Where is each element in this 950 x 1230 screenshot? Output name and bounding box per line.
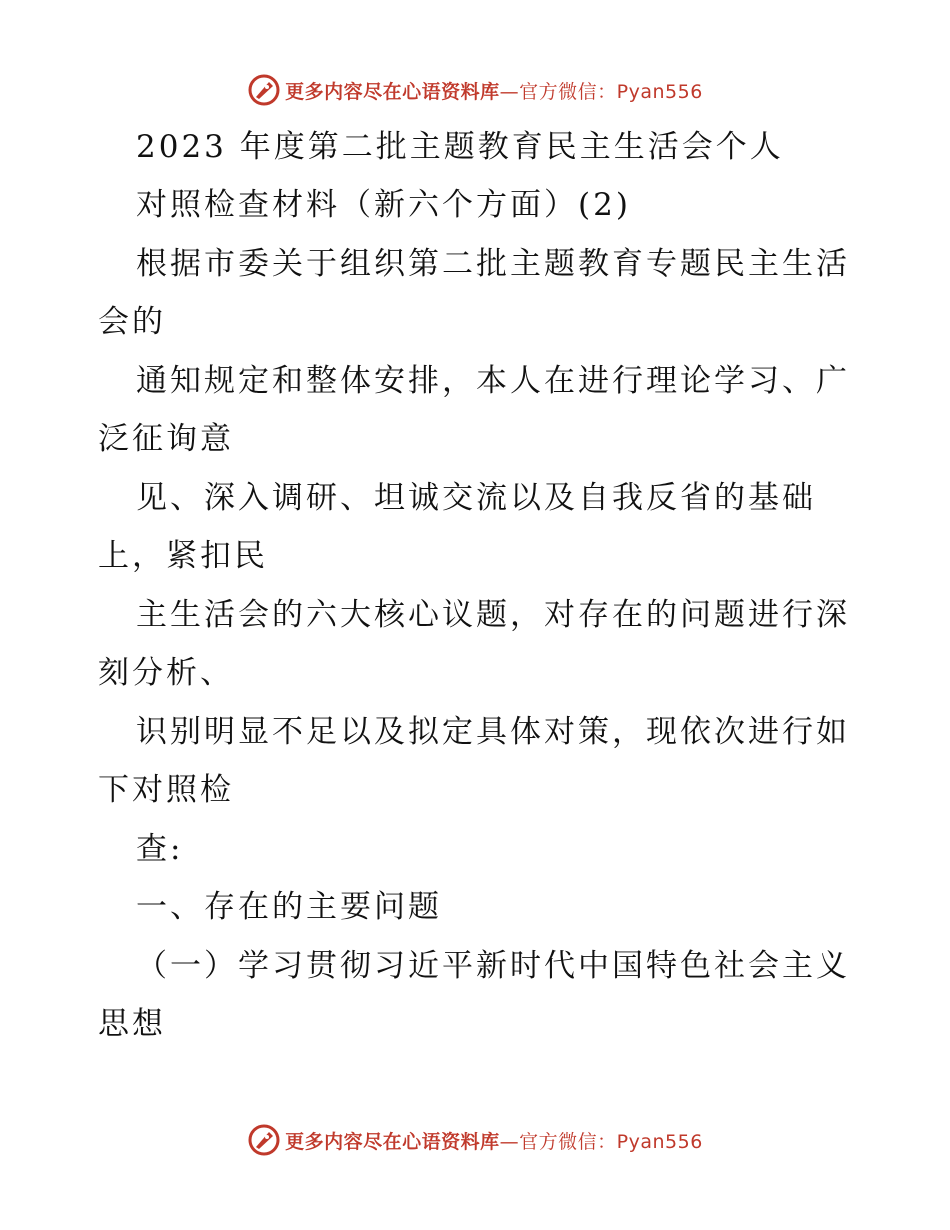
paragraph-line: 泛征询意 (98, 421, 234, 457)
section-heading: 一、存在的主要问题 (136, 889, 442, 925)
subsection-heading-continued: 思想 (98, 1006, 166, 1042)
banner-text-wechat: 官方微信：Pyan556 (519, 1130, 703, 1153)
paragraph-line: 根据市委关于组织第二批主题教育专题民主生活 (136, 246, 850, 282)
document-title-line-2: 对照检查材料（新六个方面）(2) (136, 187, 631, 223)
paragraph-line: 识别明显不足以及拟定具体对策，现依次进行如 (136, 714, 850, 750)
banner-text (285, 1127, 703, 1154)
paragraph-line: 会的 (98, 304, 166, 340)
banner-text-wechat: 官方微信：Pyan556 (519, 80, 703, 103)
paragraph-line: 上，紧扣民 (98, 538, 268, 574)
banner-text (285, 77, 703, 104)
header-watermark-banner (0, 70, 950, 110)
paragraph-line: 通知规定和整体安排，本人在进行理论学习、广 (136, 363, 850, 399)
pen-nib-logo-icon (247, 73, 281, 107)
pen-nib-logo-icon (247, 1123, 281, 1157)
document-title-line-1: 2023 年度第二批主题教育民主生活会个人 (136, 129, 784, 165)
paragraph-line: 刻分析、 (98, 655, 234, 691)
paragraph-line: 见、深入调研、坦诚交流以及自我反省的基础 (136, 480, 816, 516)
paragraph-line: 主生活会的六大核心议题，对存在的问题进行深 (136, 597, 850, 633)
paragraph-line: 下对照检 (98, 772, 234, 808)
paragraph-line: 查: (136, 831, 184, 867)
banner-text-main: 更多内容尽在心语资料库 (285, 80, 500, 103)
footer-watermark-banner (0, 1120, 950, 1160)
banner-text-main: 更多内容尽在心语资料库 (285, 1130, 500, 1153)
subsection-heading: （一）学习贯彻习近平新时代中国特色社会主义 (136, 948, 850, 984)
banner-text-separator: — (499, 1130, 520, 1153)
banner-text-separator: — (499, 80, 520, 103)
